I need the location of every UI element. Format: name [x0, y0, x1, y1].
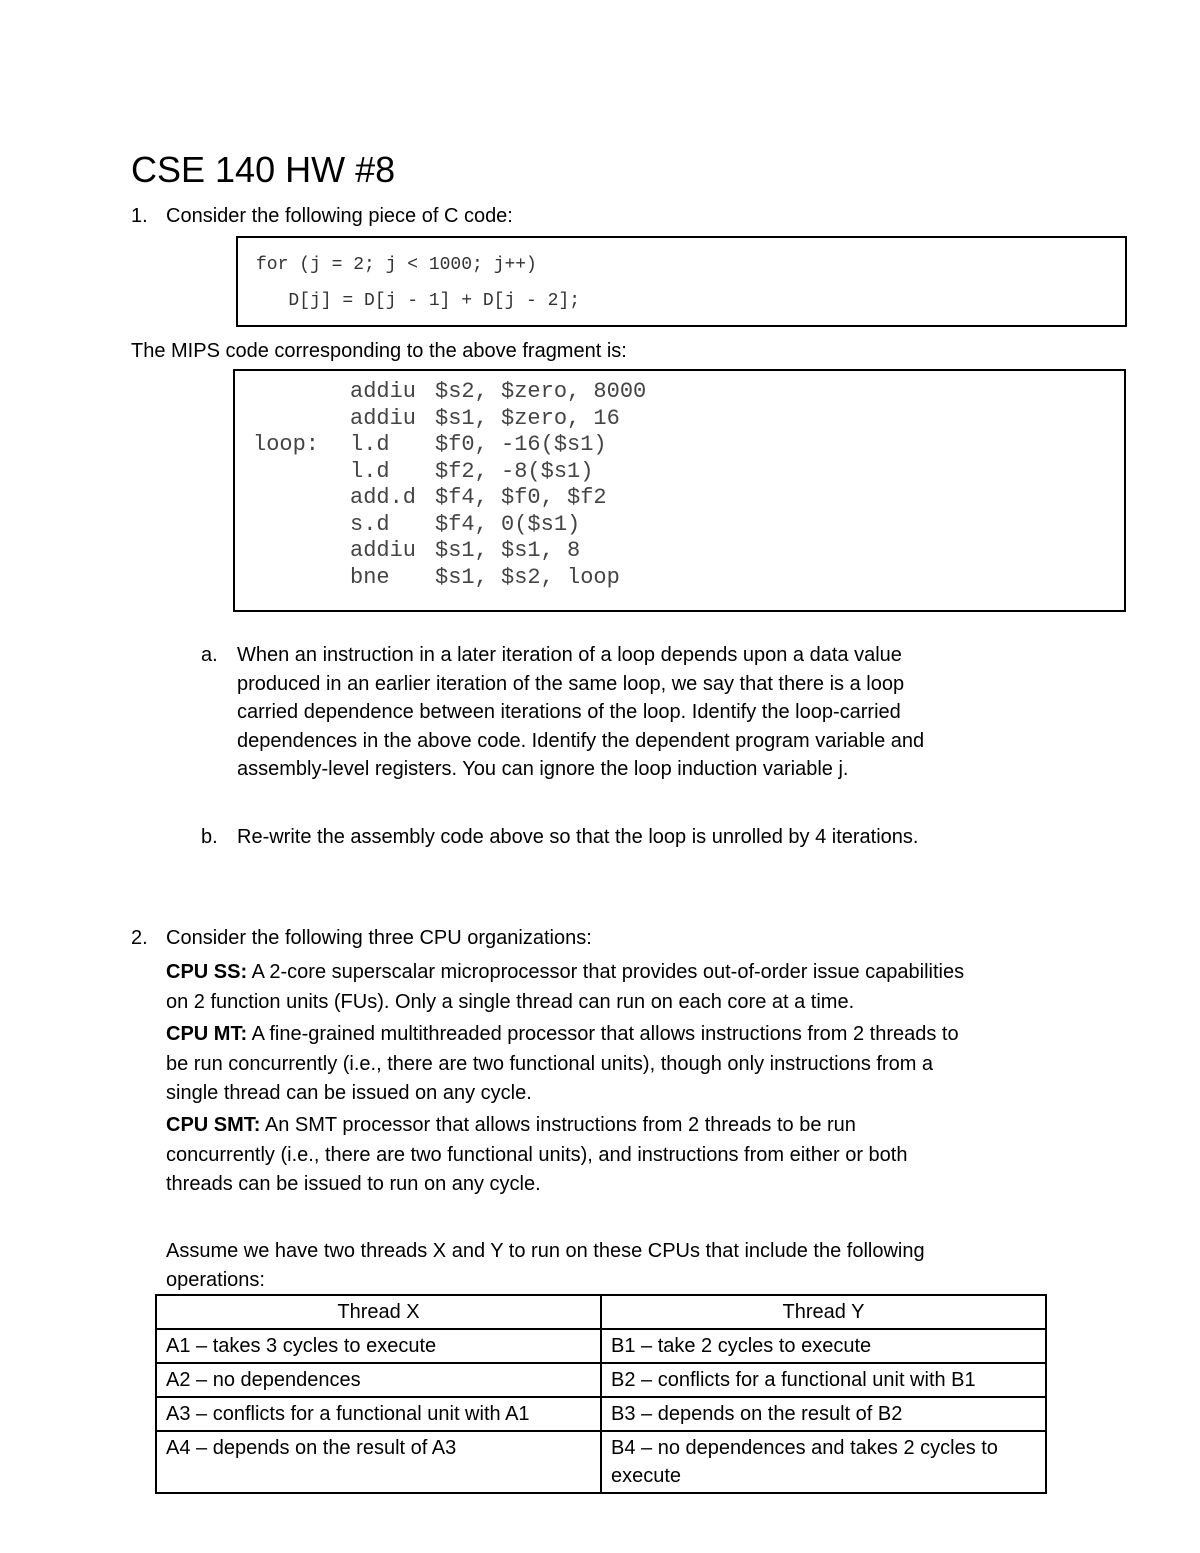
question-1-prompt: Consider the following piece of C code: — [166, 205, 513, 227]
thread-x-header: Thread X — [156, 1295, 601, 1329]
assumption-line: Assume we have two threads X and Y to run on these CPUs that include the following — [166, 1240, 925, 1262]
table-cell: B4 – no dependences and takes 2 cycles to execute — [601, 1431, 1046, 1493]
mips-line — [253, 379, 1124, 406]
cpu-name: CPU MT: — [166, 1023, 248, 1045]
part-a-text — [237, 641, 1057, 784]
mips-line — [253, 432, 1124, 459]
mips-op: addiu — [350, 405, 417, 431]
mips-op: add.d — [350, 485, 417, 510]
part-a-line: When an instruction in a later iteration of a loop depends upon a data value — [237, 644, 902, 666]
table-cell: B1 – take 2 cycles to execute — [601, 1329, 1046, 1363]
table-cell: A1 – takes 3 cycles to execute — [156, 1329, 601, 1363]
mips-args: $f0, -16($s1) — [435, 432, 607, 457]
mips-label — [253, 512, 350, 539]
part-b-letter: b. — [201, 826, 218, 848]
part-a-line: produced in an earlier iteration of the same loop, we say that there is a loop — [237, 672, 905, 695]
mips-op: bne — [350, 564, 390, 590]
mips-args: $f4, 0($s1) — [435, 511, 581, 537]
mips-line — [253, 538, 1124, 565]
assumption-text — [166, 1237, 1046, 1294]
mips-op: l.d — [350, 458, 390, 484]
cpu-line: concurrently (i.e., there are two functional units), and instructions from either or both — [166, 1143, 908, 1166]
cpu-line: An SMT processor that allows instructions from 2 threads to be run — [264, 1114, 856, 1136]
part-a-line: dependences in the above code. Identify the dependent program variable and — [237, 729, 925, 752]
mips-code-block — [233, 369, 1126, 612]
table-row — [156, 1397, 1046, 1431]
mips-args: $f4, $f0, $f2 — [435, 485, 607, 510]
table-cell: A4 – depends on the result of A3 — [156, 1431, 601, 1493]
cpu-ss-description — [166, 958, 1046, 1017]
question-2-prompt: Consider the following three CPU organizations: — [166, 927, 592, 949]
cpu-mt-description — [166, 1020, 1046, 1109]
mips-line — [253, 485, 1124, 512]
mips-label — [253, 538, 350, 565]
mips-args: $s2, $zero, 8000 — [435, 379, 647, 404]
mips-op: addiu — [350, 538, 417, 563]
mips-args: $f2, -8($s1) — [435, 458, 594, 484]
table-cell: B2 – conflicts for a functional unit with B1 — [601, 1363, 1046, 1397]
mips-line — [253, 565, 1124, 592]
mips-op: addiu — [350, 379, 417, 404]
mips-label — [253, 565, 350, 592]
cpu-line: single thread can be issued on any cycle. — [166, 1082, 532, 1104]
cpu-line: be run concurrently (i.e., there are two functional units), though only instructions from a — [166, 1052, 934, 1075]
mips-line — [253, 512, 1124, 539]
c-code-block — [236, 236, 1127, 327]
mips-label — [253, 485, 350, 512]
cpu-line: A 2-core superscalar microprocessor that provides out-of-order issue capabilities — [251, 961, 965, 983]
assumption-line: operations: — [166, 1268, 265, 1291]
cpu-line: threads can be issued to run on any cycle. — [166, 1173, 541, 1195]
question-2-number: 2. — [131, 927, 148, 949]
cpu-name: CPU SS: — [166, 961, 248, 983]
table-row — [156, 1363, 1046, 1397]
cpu-name: CPU SMT: — [166, 1114, 261, 1136]
mips-line — [253, 406, 1124, 433]
threads-table — [155, 1294, 1047, 1494]
table-row — [156, 1329, 1046, 1363]
mips-intro: The MIPS code corresponding to the above fragment is: — [131, 340, 627, 362]
table-header-row — [156, 1295, 1046, 1329]
part-b-text: Re-write the assembly code above so that the loop is unrolled by 4 iterations. — [237, 826, 919, 848]
mips-label: loop: — [253, 432, 320, 457]
cpu-line: on 2 function units (FUs). Only a single thread can run on each core at a time. — [166, 990, 855, 1013]
c-code-line: for (j = 2; j < 1000; j++) — [256, 255, 537, 275]
mips-label — [253, 379, 350, 406]
c-code-line: D[j] = D[j - 1] + D[j - 2]; — [256, 291, 581, 311]
mips-op: l.d — [350, 432, 390, 457]
table-cell: B3 – depends on the result of B2 — [601, 1397, 1046, 1431]
mips-args: $s1, $s1, 8 — [435, 538, 581, 563]
thread-y-header: Thread Y — [601, 1295, 1046, 1329]
table-cell: A2 – no dependences — [156, 1363, 601, 1397]
mips-label — [253, 406, 350, 433]
cpu-line: A fine-grained multithreaded processor that allows instructions from 2 threads to — [251, 1023, 959, 1045]
table-cell: A3 – conflicts for a functional unit with A1 — [156, 1397, 601, 1431]
mips-op: s.d — [350, 511, 390, 537]
cpu-smt-description — [166, 1111, 1046, 1200]
part-a-letter: a. — [201, 644, 218, 666]
part-a-line: assembly-level registers. You can ignore the loop induction variable j. — [237, 758, 849, 781]
mips-args: $s1, $zero, 16 — [435, 405, 620, 431]
page-title: CSE 140 HW #8 — [131, 149, 396, 190]
mips-line — [253, 459, 1124, 486]
question-1-number: 1. — [131, 205, 148, 227]
mips-args: $s1, $s2, loop — [435, 564, 620, 590]
part-a-line: carried dependence between iterations of the loop. Identify the loop-carried — [237, 701, 901, 724]
mips-label — [253, 459, 350, 486]
table-row — [156, 1431, 1046, 1493]
